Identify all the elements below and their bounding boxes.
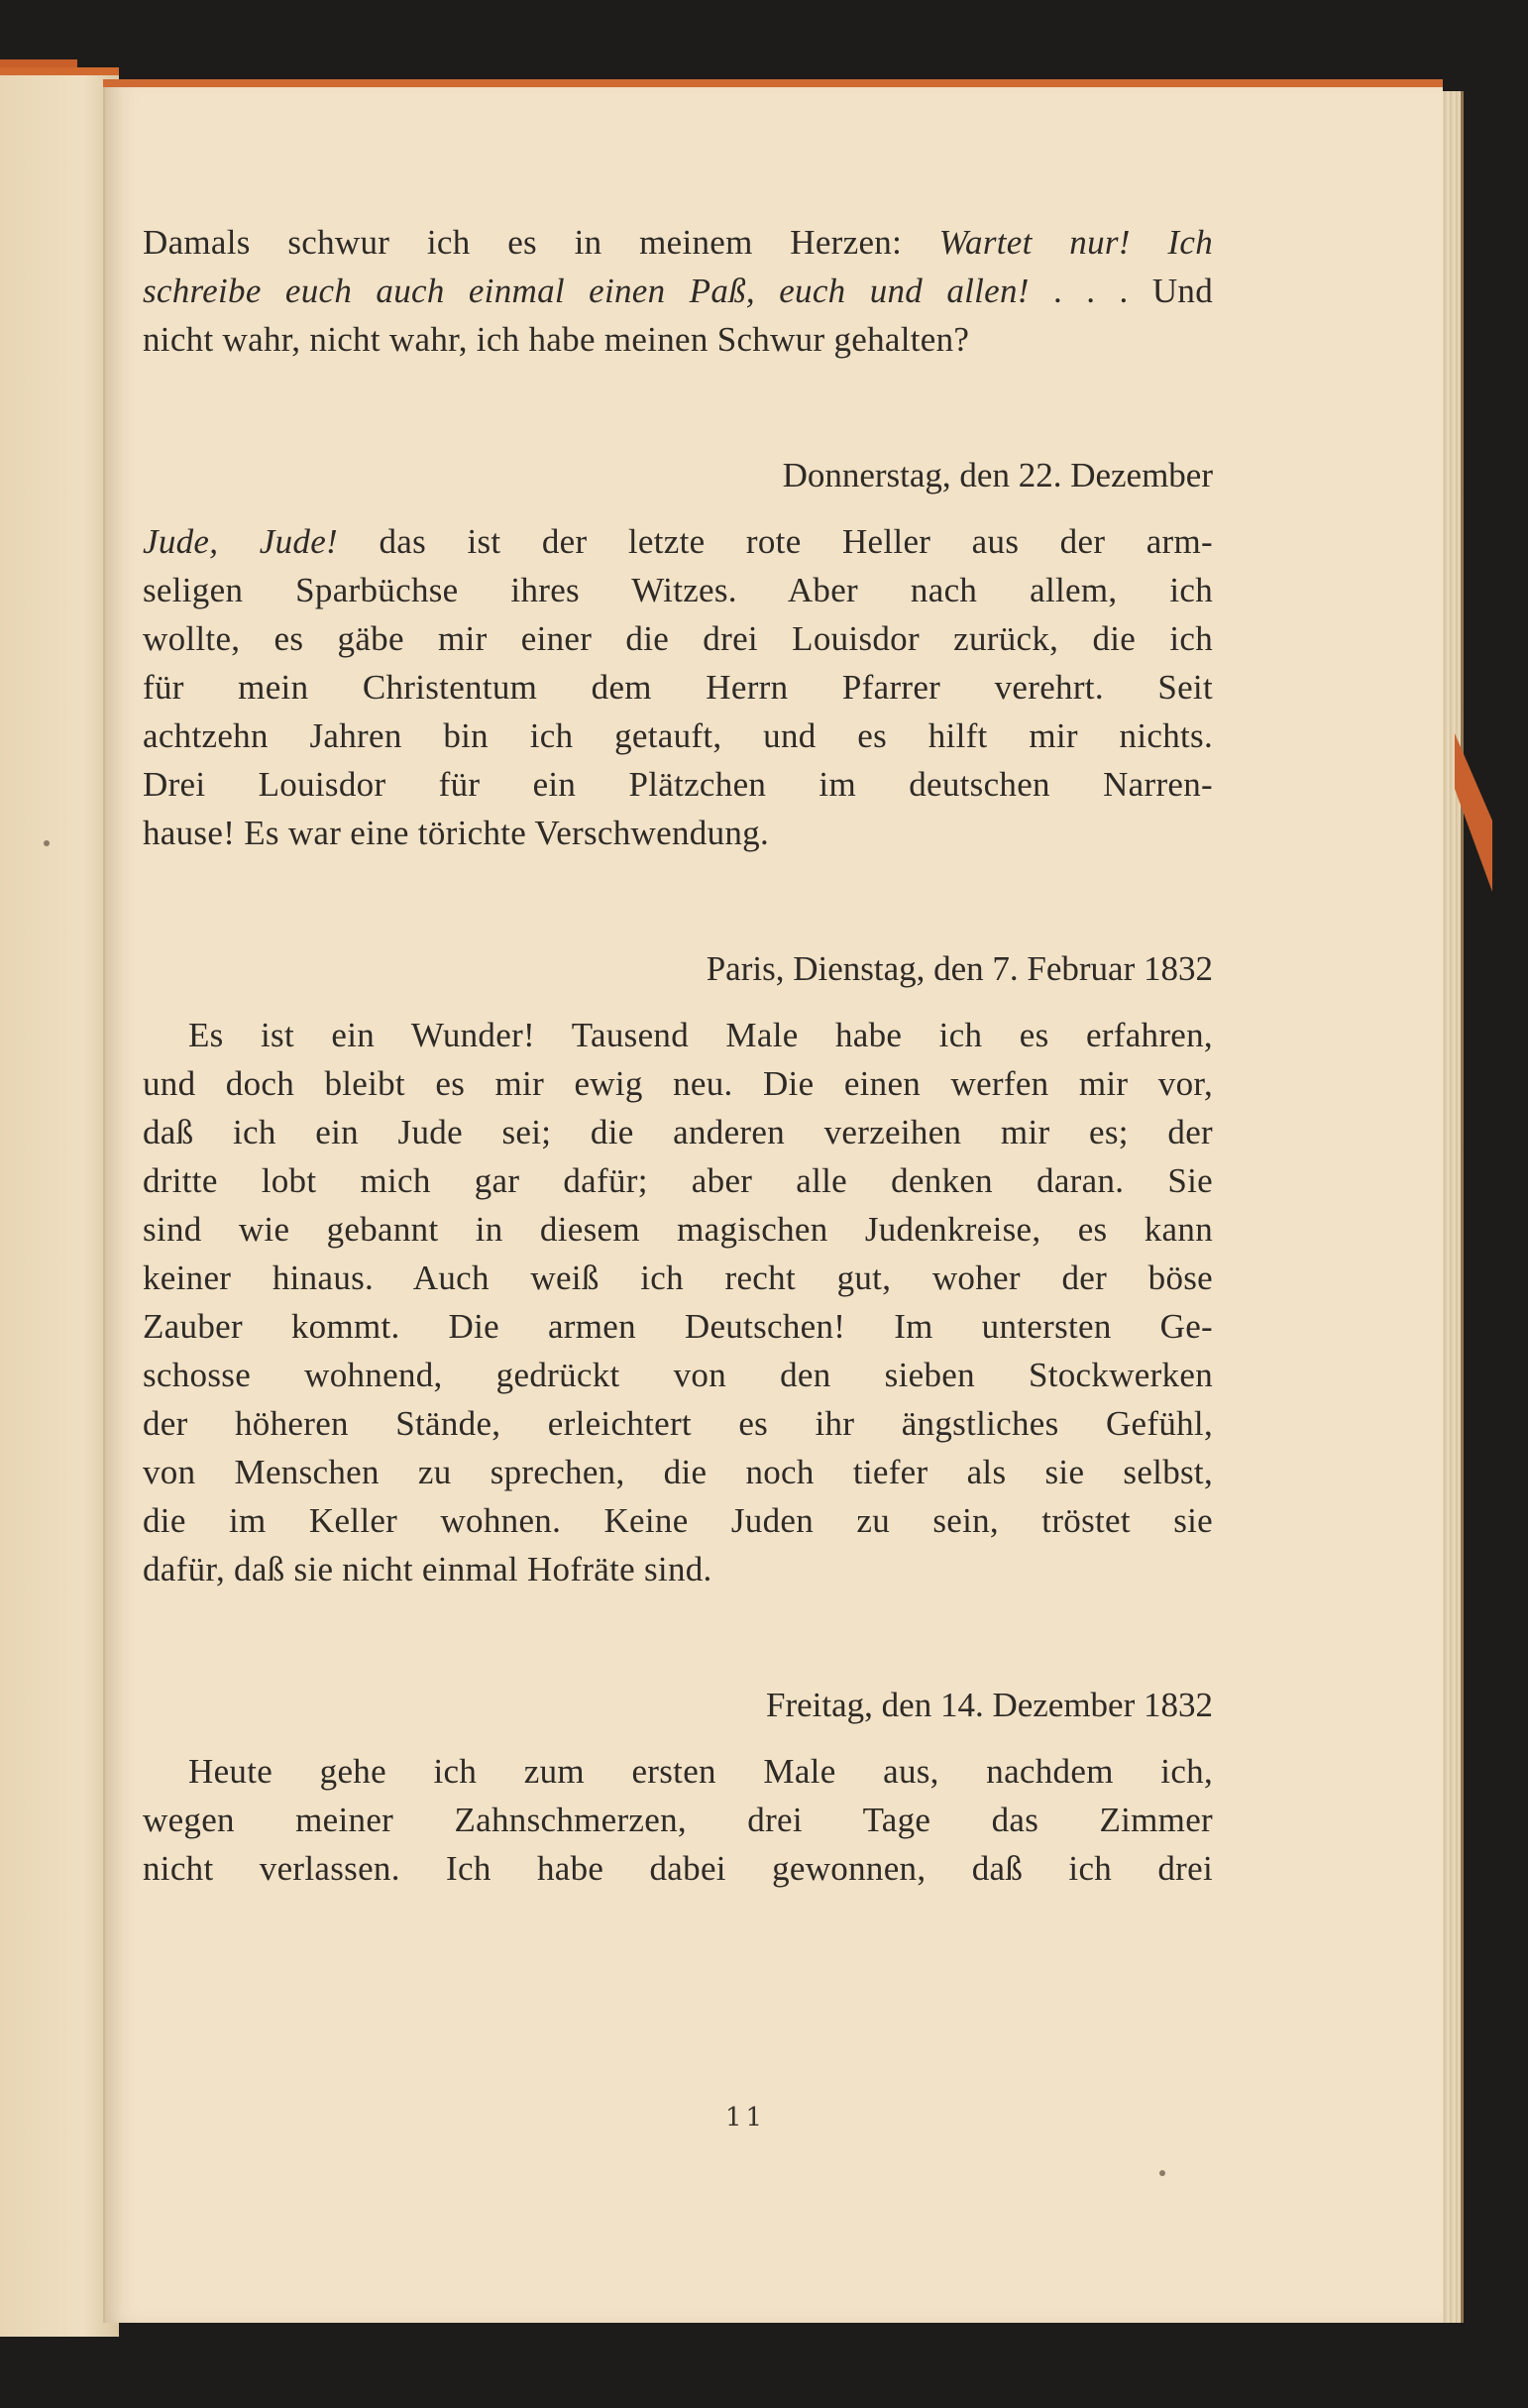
text-line — [143, 517, 1213, 566]
section-gap — [143, 993, 1213, 1011]
body-text: wollte, es gäbe mir einer die drei Louisdor zurück, die ich — [143, 619, 1213, 658]
text-line — [143, 1351, 1213, 1399]
entry-1-text — [143, 517, 1213, 857]
body-text: Damals schwur ich es in meinem Herzen: — [143, 223, 939, 262]
text-line — [143, 267, 1213, 315]
body-text: hause! Es war eine törichte Verschwendung. — [143, 814, 770, 852]
paper-speck — [1159, 2170, 1165, 2176]
text-line — [143, 1302, 1213, 1351]
section-gap — [143, 1729, 1213, 1747]
entry-2-text — [143, 1011, 1213, 1593]
body-text: das ist der letzte rote Heller aus der arm- — [338, 522, 1213, 561]
body-text: . . . Und — [1029, 272, 1213, 310]
body-text: für mein Christentum dem Herrn Pfarrer verehrt. Seit — [143, 668, 1213, 707]
section-gap — [143, 499, 1213, 517]
body-text: schosse wohnend, gedrückt von den sieben Stockwerken — [143, 1356, 1213, 1394]
body-text: von Menschen zu sprechen, die noch tiefer als sie selbst, — [143, 1453, 1213, 1491]
body-text: und doch bleibt es mir ewig neu. Die einen werfen mir vor, — [143, 1064, 1213, 1103]
text-line — [143, 218, 1213, 267]
text-line — [143, 1844, 1213, 1893]
page-top-cover-edge — [103, 79, 1443, 87]
body-text: nicht verlassen. Ich habe dabei gewonnen, daß ich drei — [143, 1849, 1213, 1888]
text-line — [143, 1545, 1213, 1593]
body-text: dritte lobt mich gar dafür; aber alle denken daran. Sie — [143, 1161, 1213, 1200]
body-text: dafür, daß sie nicht einmal Hofräte sind. — [143, 1550, 712, 1588]
body-text: Drei Louisdor für ein Plätzchen im deutschen Narren- — [143, 765, 1213, 804]
italic-text: schreibe euch auch einmal einen Paß, euch und allen! — [143, 272, 1030, 310]
text-line — [143, 1205, 1213, 1254]
entry-3-text — [143, 1747, 1213, 1893]
text-line — [143, 711, 1213, 760]
italic-text: Jude, Jude! — [143, 522, 338, 561]
left-page-edge — [0, 67, 119, 2337]
section-gap — [143, 364, 1213, 451]
section-gap — [143, 857, 1213, 944]
text-line — [143, 1108, 1213, 1156]
text-line — [143, 1399, 1213, 1448]
italic-text: Wartet nur! Ich — [938, 223, 1214, 262]
paragraph-intro — [143, 218, 1213, 364]
text-line — [143, 315, 1213, 364]
dateline-1: Donnerstag, den 22. Dezember — [782, 456, 1213, 494]
paper-speck — [44, 840, 50, 846]
body-text: keiner hinaus. Auch weiß ich recht gut, woher der böse — [143, 1259, 1213, 1297]
text-line — [143, 1796, 1213, 1844]
text-line — [143, 1496, 1213, 1545]
body-text: der höheren Stände, erleichtert es ihr ängstliches Gefühl, — [143, 1404, 1213, 1443]
text-line — [143, 1156, 1213, 1205]
text-line — [143, 1254, 1213, 1302]
text-line — [143, 809, 1213, 857]
body-text: seligen Sparbüchse ihres Witzes. Aber nach allem, ich — [143, 571, 1213, 609]
text-line — [143, 566, 1213, 614]
text-line — [143, 1747, 1213, 1796]
body-text: wegen meiner Zahnschmerzen, drei Tage das Zimmer — [143, 1801, 1213, 1839]
page-number: 11 — [725, 2103, 767, 2133]
text-line — [143, 760, 1213, 809]
body-text: die im Keller wohnen. Keine Juden zu sein, tröstet sie — [143, 1501, 1213, 1540]
body-text: Es ist ein Wunder! Tausend Male habe ich es erfahren, — [188, 1016, 1213, 1054]
text-line — [143, 1448, 1213, 1496]
page-text — [143, 218, 1213, 1893]
body-text: Zauber kommt. Die armen Deutschen! Im untersten Ge- — [143, 1307, 1213, 1346]
text-line — [143, 663, 1213, 711]
dateline-3: Freitag, den 14. Dezember 1832 — [766, 1686, 1213, 1724]
text-line — [143, 1011, 1213, 1059]
body-text: daß ich ein Jude sei; die anderen verzeihen mir es; der — [143, 1113, 1213, 1151]
text-line — [143, 614, 1213, 663]
dateline-2: Paris, Dienstag, den 7. Februar 1832 — [706, 949, 1213, 988]
body-text: nicht wahr, nicht wahr, ich habe meinen Schwur gehalten? — [143, 320, 970, 359]
section-gap — [143, 1593, 1213, 1681]
body-text: achtzehn Jahren bin ich getauft, und es hilft mir nichts. — [143, 716, 1213, 755]
body-text: Heute gehe ich zum ersten Male aus, nachdem ich, — [188, 1752, 1213, 1791]
text-line — [143, 1059, 1213, 1108]
body-text: sind wie gebannt in diesem magischen Judenkreise, es kann — [143, 1210, 1213, 1249]
